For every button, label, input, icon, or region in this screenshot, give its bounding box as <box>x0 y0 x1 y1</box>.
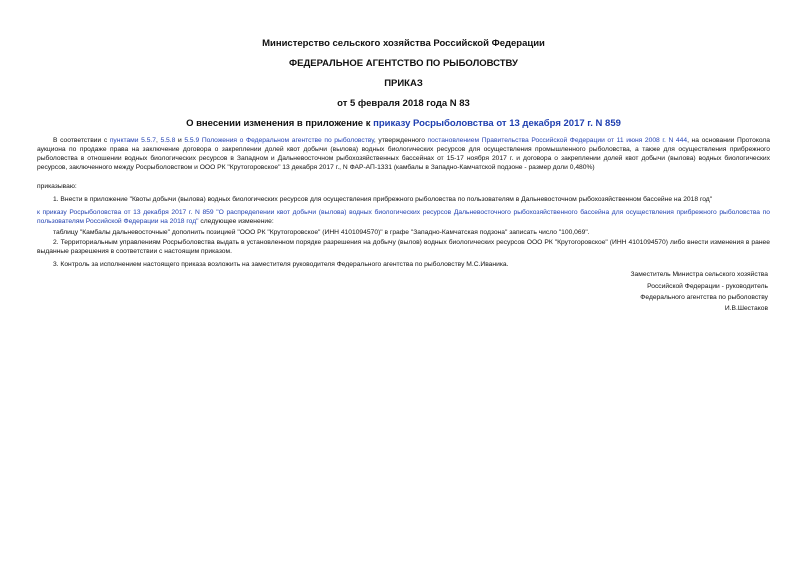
item3-paragraph: 3. Контроль за исполнением настоящего приказа возложить на заместителя руководителя Федерального агентства по рыболовству М.С.Иваника. <box>53 261 509 268</box>
preamble-text-2: , <box>156 137 161 144</box>
item1-line1: 1. Внести в приложение "Квоты добычи (вылова) водных биологических ресурсов для осуществления прибрежного рыболовства по пользователям в Дальневосточном рыбохозяйственном бассейне на 2018 год" <box>53 196 713 203</box>
preamble-text-5: , на основании Протокола аукциона по продаже права на заключение договора о закреплении долей квот добычи (вылова) водных биологических ресурсов для осуществления промышленного рыболовства, а также для осуществления прибрежного рыболовства в отношении водных биологических ресурсов в Западном и Дальневосточном рыбохозяйственных бассейнах от 15-17 ноября 2017 г. и договора о закреплении долей квот добычи (вылова) водных биологических ресурсов, заключенного между Росрыболовством и ООО РК "Крутогоровское" 13 декабря 2017 г., N ФАР-АП-1331 (камбалы в Западно-Камчатской подзоне - размер доли 0,480%) <box>37 137 771 171</box>
signature-name: И.В.Шестаков <box>724 305 768 312</box>
link-order-859[interactable]: к приказу Росрыболовства от 13 декабря 2017 г. N 859 "О распределении квот добычи (вылова) водных биологических ресурсов Дальневосточного рыбохозяйственного бассейна для осуществления прибрежного рыболовства по пользователям Российской Федерации на 2018 год" <box>37 209 770 225</box>
date-number-heading: от 5 февраля 2018 года N 83 <box>337 98 470 109</box>
link-item-557[interactable]: пунктами 5.5.7 <box>109 137 156 144</box>
ministry-heading: Министерство сельского хозяйства Российской Федерации <box>262 38 545 49</box>
item1-change: таблицу "Камбалы дальневосточные" дополнить позицией "ООО РК "Крутогоровское" (ИНН 4101094570)" в графе "Западно-Камчатская подзона" записать число "100,069". <box>53 229 590 236</box>
preamble-text-4: , утвержденного <box>373 137 428 144</box>
link-government-decree[interactable]: постановлением Правительства Российской Федерации от 11 июня 2008 г. N 444 <box>427 137 688 144</box>
order-word: приказываю: <box>37 183 77 190</box>
item1-link-paragraph <box>37 208 770 226</box>
item2-paragraph: 2. Территориальным управлениям Росрыболовства выдать в установленном порядке разрешения на добычу (вылов) водных биологических ресурсов ООО РК "Крутогоровское" (ИНН 4101094570) либо внести изменения в ранее выданные разрешения в соответствии с настоящим приказом. <box>37 239 770 255</box>
preamble-paragraph <box>37 136 770 172</box>
signature-line-2: Российской Федерации - руководитель <box>647 283 768 290</box>
preamble-text-1: В соответствии с <box>53 137 110 144</box>
item1-after-link: следующее изменение: <box>198 218 274 225</box>
subject-prefix: О внесении изменения в приложение к <box>186 118 374 129</box>
subject-heading <box>0 118 807 129</box>
subject-link[interactable]: приказу Росрыболовства от 13 декабря 2017 г. N 859 <box>373 118 621 129</box>
signature-line-1: Заместитель Министра сельского хозяйства <box>630 271 768 278</box>
signature-line-3: Федерального агентства по рыболовству <box>640 294 768 301</box>
agency-heading: ФЕДЕРАЛЬНОЕ АГЕНТСТВО ПО РЫБОЛОВСТВУ <box>289 58 518 69</box>
link-item-558[interactable]: 5.5.8 <box>160 137 176 144</box>
doc-type-heading: ПРИКАЗ <box>384 78 423 89</box>
preamble-text-3: и <box>175 137 185 144</box>
link-regulation[interactable]: 5.5.9 Положения о Федеральном агентстве по рыболовству <box>184 137 374 144</box>
